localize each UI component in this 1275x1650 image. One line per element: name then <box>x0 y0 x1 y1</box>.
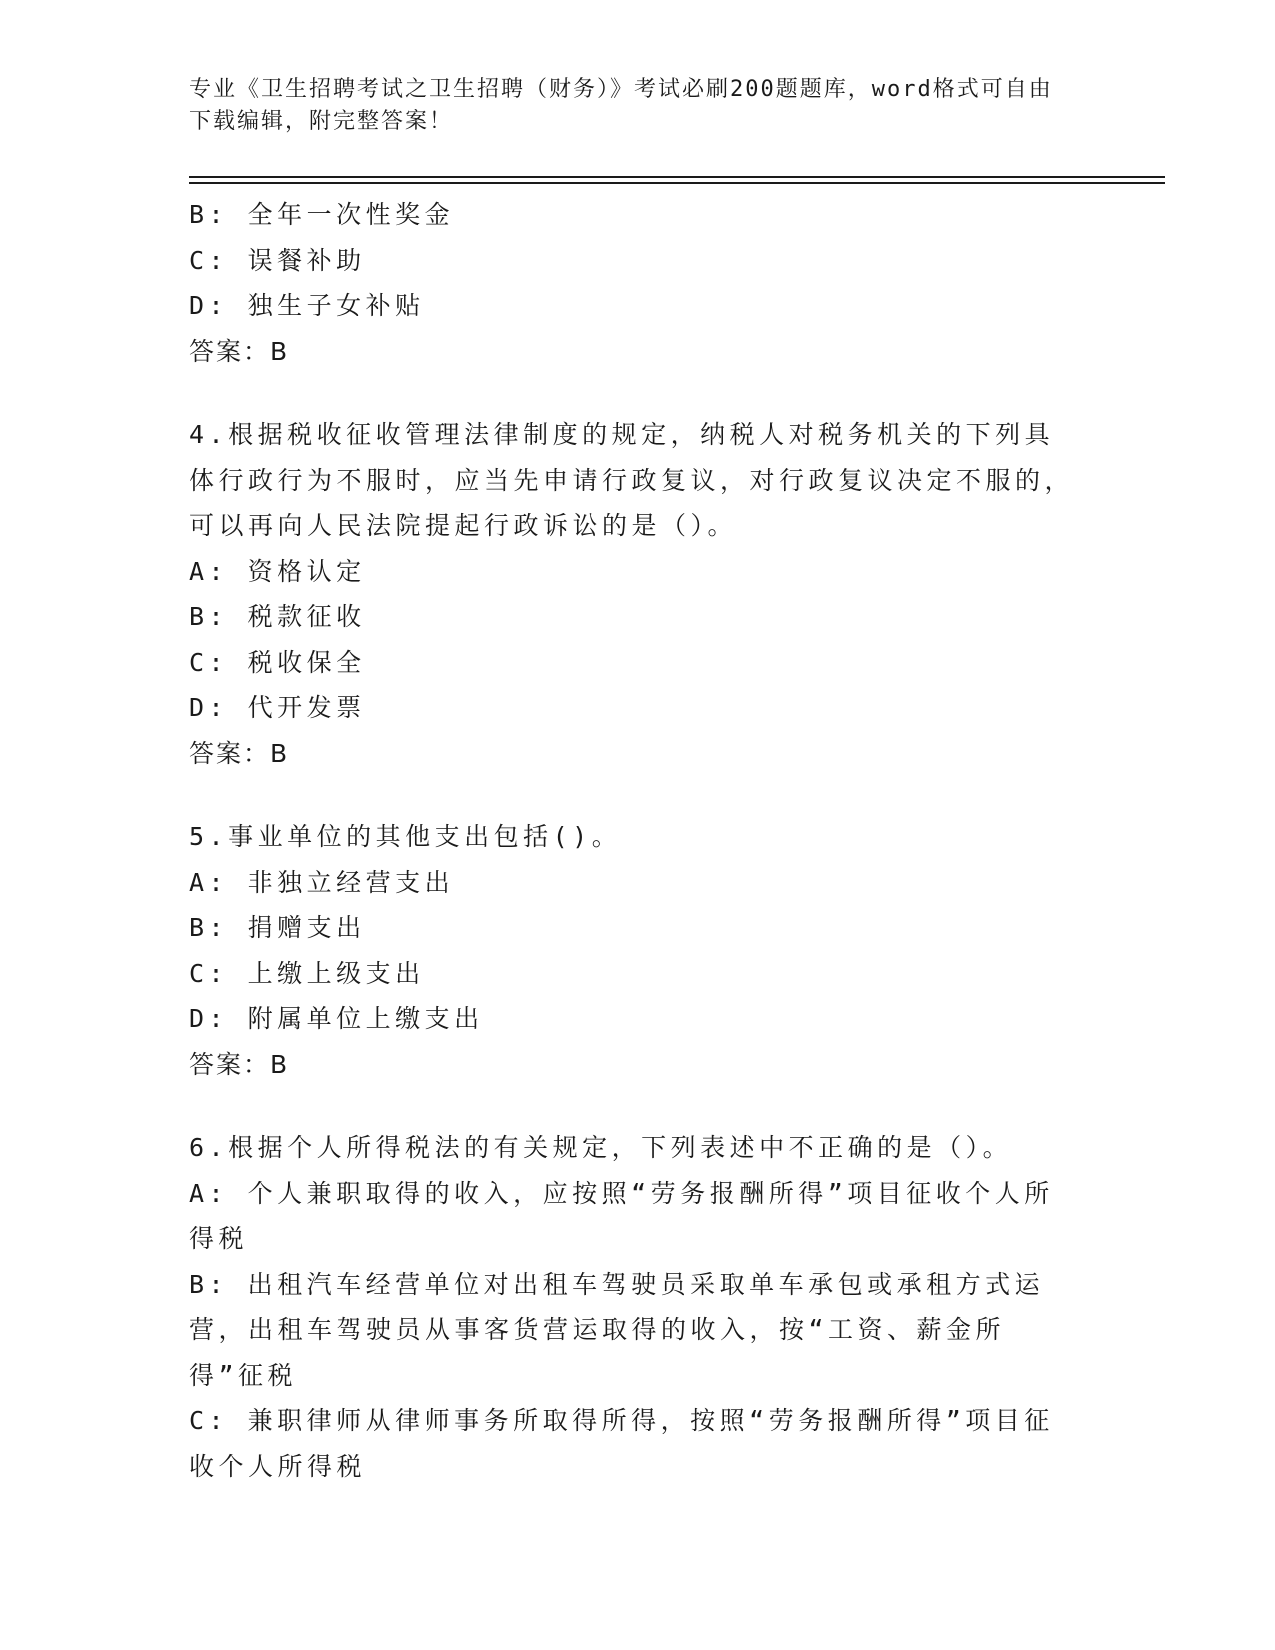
option-a: A: 资格认定 <box>189 556 366 586</box>
answer-text: 答案：B <box>189 738 290 768</box>
option-c: C: 兼职律师从律师事务所取得所得，按照“劳务报酬所得”项目征收个人所得税 <box>189 1406 1054 1481</box>
option-b: B: 捐赠支出 <box>189 913 366 942</box>
document-header: 专业《卫生招聘考试之卫生招聘（财务）》考试必刷200题题库，word格式可自由下载编辑，附完整答案！ <box>189 77 1053 134</box>
option-b: B: 出租汽车经营单位对出租车驾驶员采取单车承包或承租方式运营，出租车驾驶员从事客货营运取得的收入，按“工资、薪金所得”征税 <box>189 1269 1045 1390</box>
answer-text: 答案：B <box>189 336 290 366</box>
option-c: C: 税收保全 <box>189 647 366 677</box>
option-c: C: 上缴上级支出 <box>189 958 425 988</box>
option-a: A: 个人兼职取得的收入，应按照“劳务报酬所得”项目征收个人所得税 <box>189 1178 1054 1253</box>
question-item <box>189 1125 1079 1489</box>
option-b: B: 全年一次性奖金 <box>189 200 455 229</box>
question-list <box>189 192 1079 1489</box>
question-stem: 6.根据个人所得税法的有关规定，下列表述中不正确的是（）。 <box>189 1133 1013 1162</box>
question-item <box>189 814 1079 1087</box>
answer-text: 答案：B <box>189 1049 290 1079</box>
option-d: D: 代开发票 <box>189 693 366 722</box>
option-a: A: 非独立经营支出 <box>189 867 455 897</box>
option-d: D: 附属单位上缴支出 <box>189 1004 484 1033</box>
option-b: B: 税款征收 <box>189 602 366 631</box>
question-item <box>189 192 1079 374</box>
header-rule-bottom <box>189 182 1165 184</box>
option-c: C: 误餐补助 <box>189 245 366 275</box>
option-d: D: 独生子女补贴 <box>189 291 425 320</box>
question-item <box>189 412 1079 776</box>
question-stem: 5.事业单位的其他支出包括()。 <box>189 822 622 851</box>
question-stem: 4.根据税收征收管理法律制度的规定，纳税人对税务机关的下列具体行政行为不服时，应当先申请行政复议，对行政复议决定不服的，可以再向人民法院提起行政诉讼的是（）。 <box>189 420 1075 540</box>
header-rule-top <box>189 176 1165 178</box>
